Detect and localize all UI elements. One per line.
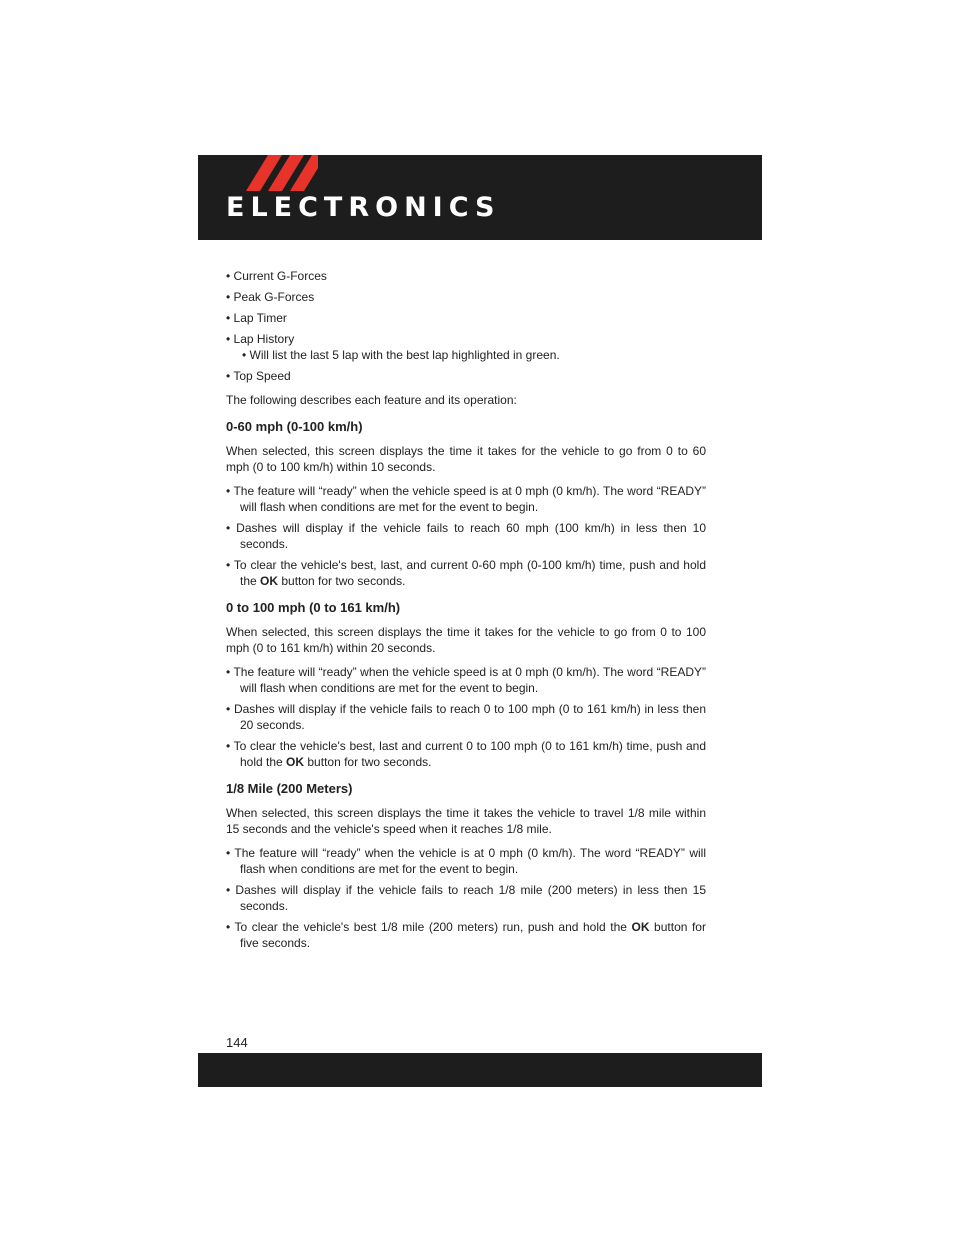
list-item: • Current G-Forces: [226, 269, 327, 283]
section-paragraph: When selected, this screen displays the time it takes for the vehicle to go from 0 to 100 mph (0 to 161 km/h) within 20 seconds.: [226, 625, 706, 655]
ok-button-ref: OK: [286, 755, 305, 769]
page-number: 144: [226, 1035, 248, 1050]
ok-button-ref: OK: [260, 574, 279, 588]
section-paragraph: When selected, this screen displays the time it takes for the vehicle to go from 0 to 60 mph (0 to 100 km/h) within 10 seconds.: [226, 444, 706, 474]
section-heading: 0 to 100 mph (0 to 161 km/h): [226, 600, 401, 615]
bullet-item: • Dashes will display if the vehicle fails to reach 0 to 100 mph (0 to 161 km/h) in less then 20 seconds.: [226, 702, 706, 732]
bullet-item: • To clear the vehicle's best, last and current 0 to 100 mph (0 to 161 km/h) time, push and hold the OK button for two seconds.: [226, 739, 706, 769]
list-item: • Lap History: [226, 332, 295, 346]
list-item: • Lap Timer: [226, 311, 287, 325]
intro-paragraph: The following describes each feature and its operation:: [226, 393, 517, 407]
page-content: [226, 268, 706, 956]
list-item: • Peak G-Forces: [226, 290, 315, 304]
footer-bar: [198, 1053, 762, 1087]
sub-list-item: • Will list the last 5 lap with the best lap highlighted in green.: [242, 348, 560, 362]
bullet-item: • The feature will “ready” when the vehicle speed is at 0 mph (0 km/h). The word “READY” will flash when conditions are met for the event to begin.: [226, 484, 706, 514]
racing-stripes-logo: [198, 155, 318, 191]
section-header-bar: [198, 155, 762, 240]
bullet-item: • Dashes will display if the vehicle fails to reach 60 mph (100 km/h) in less then 10 seconds.: [226, 521, 706, 551]
section-heading: 0-60 mph (0-100 km/h): [226, 419, 363, 434]
list-item: • Top Speed: [226, 369, 291, 383]
bullet-item: • The feature will “ready” when the vehicle is at 0 mph (0 km/h). The word “READY” will flash when conditions are met for the event to begin.: [226, 846, 706, 876]
section-title: ELECTRONICS: [226, 192, 501, 223]
bullet-item: • The feature will “ready” when the vehicle speed is at 0 mph (0 km/h). The word “READY” will flash when conditions are met for the event to begin.: [226, 665, 706, 695]
section-paragraph: When selected, this screen displays the time it takes the vehicle to travel 1/8 mile within 15 seconds and the vehicle's speed when it reaches 1/8 mile.: [226, 806, 706, 836]
bullet-item: • Dashes will display if the vehicle fails to reach 1/8 mile (200 meters) in less then 15 seconds.: [226, 883, 706, 913]
ok-button-ref: OK: [631, 920, 650, 934]
bullet-item: • To clear the vehicle's best, last, and current 0-60 mph (0-100 km/h) time, push and hold the OK button for two seconds.: [226, 558, 706, 588]
bullet-item: • To clear the vehicle's best 1/8 mile (200 meters) run, push and hold the OK button for five seconds.: [226, 920, 706, 950]
section-heading: 1/8 Mile (200 Meters): [226, 781, 353, 796]
